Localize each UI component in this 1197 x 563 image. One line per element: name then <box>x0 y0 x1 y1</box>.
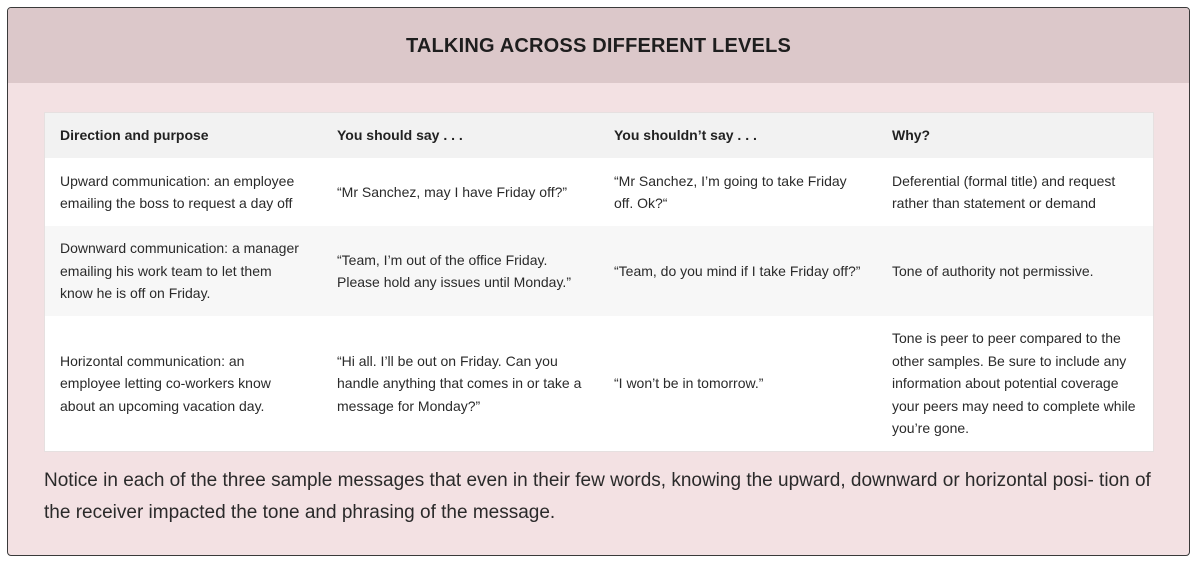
table-row <box>45 316 1153 451</box>
table-cell: “Team, do you mind if I take Friday off?” <box>614 262 861 279</box>
summary-paragraph: Notice in each of the three sample messages that even in their few words, knowing the upward, downward or horizontal posi- tion of the receiver impacted the tone and phrasing of the message. <box>44 470 1151 523</box>
callout-box <box>7 7 1190 556</box>
table-row <box>45 158 1153 226</box>
table-cell: “Team, I’m out of the office Friday. Please hold any issues until Monday.” <box>337 251 571 290</box>
table-cell: Upward communication: an employee emailing the boss to request a day off <box>60 172 295 211</box>
table-cell: Downward communication: a manager emailing his work team to let them know he is off on Friday. <box>60 240 299 302</box>
callout-header <box>8 8 1189 83</box>
table-cell: Tone is peer to peer compared to the other samples. Be sure to include any information about potential coverage your peers may need to complete while you’re gone. <box>892 330 1136 437</box>
table-row <box>45 226 1153 316</box>
table-header-row <box>45 113 1153 158</box>
table-cell: Deferential (formal title) and request rather than statement or demand <box>892 172 1116 211</box>
callout-title: TALKING ACROSS DIFFERENT LEVELS <box>405 35 792 57</box>
table-cell: “Mr Sanchez, I’m going to take Friday off. Ok?“ <box>614 172 847 211</box>
table-cell: “Mr Sanchez, may I have Friday off?” <box>337 183 568 200</box>
comparison-table <box>44 112 1154 452</box>
table-cell: “Hi all. I’ll be out on Friday. Can you handle anything that comes in or take a message for Monday?” <box>337 352 582 414</box>
table-cell: Tone of authority not permissive. <box>892 262 1094 279</box>
column-header: Direction and purpose <box>60 127 209 144</box>
column-header: Why? <box>892 127 931 144</box>
table-cell: “I won’t be in tomorrow.” <box>614 375 764 392</box>
column-header: You shouldn’t say . . . <box>614 127 757 144</box>
table-cell: Horizontal communication: an employee letting co-workers know about an upcoming vacation day. <box>60 352 271 414</box>
column-header: You should say . . . <box>337 127 463 144</box>
